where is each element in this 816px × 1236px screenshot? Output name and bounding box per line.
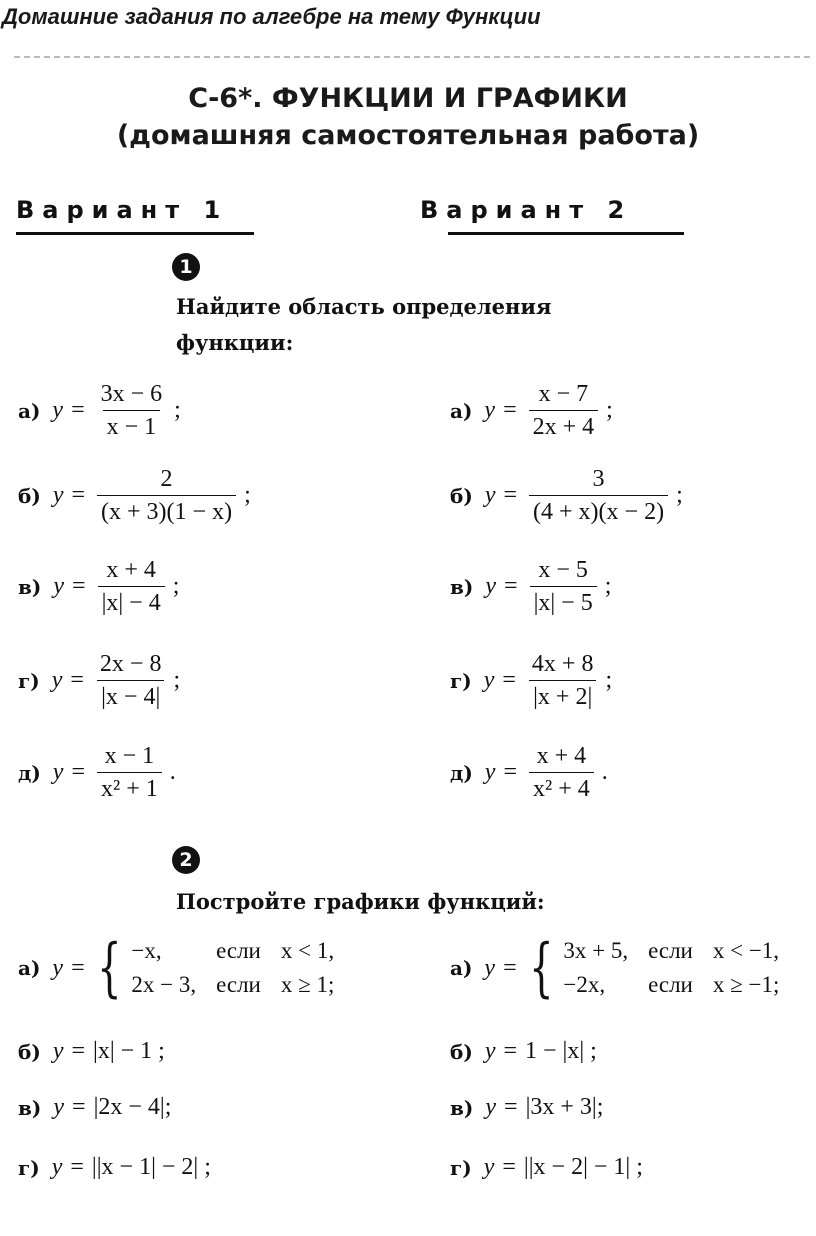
- t2-v2-item-b: [450, 1038, 597, 1065]
- numerator: x + 4: [106, 557, 156, 583]
- denominator: 2x + 4: [529, 410, 599, 441]
- equals-sign: =: [71, 397, 85, 423]
- punctuation: ;: [605, 667, 613, 693]
- y-symbol: y: [483, 667, 495, 693]
- punctuation: .: [601, 759, 608, 785]
- task-1-text-line1: Найдите область определения: [176, 294, 552, 319]
- equals-sign: =: [71, 954, 85, 981]
- denominator: |x − 4|: [97, 680, 164, 711]
- item-label: г): [450, 1155, 472, 1180]
- numerator: x + 4: [536, 743, 587, 769]
- sheet-title-line1: С-6*. ФУНКЦИИ И ГРАФИКИ: [188, 83, 628, 114]
- item-label: в): [18, 1095, 42, 1120]
- row1-condition: x < −1,: [712, 938, 780, 963]
- row2-expression: 2x − 3,: [131, 972, 197, 997]
- item-label: г): [18, 668, 40, 693]
- equals-sign: =: [70, 1154, 84, 1180]
- item-label: а): [450, 398, 473, 423]
- punctuation: ;: [174, 397, 181, 423]
- system-rows: [563, 938, 779, 998]
- fraction: [530, 556, 597, 617]
- equals-sign: =: [503, 759, 517, 785]
- y-symbol: y: [52, 1038, 64, 1064]
- sheet-title-line2: (домашняя самостоятельная работа): [116, 120, 700, 151]
- page-header: Домашние задания по алгебре на тему Функции: [2, 4, 541, 29]
- numerator: 3: [592, 466, 605, 492]
- equals-sign: =: [70, 667, 84, 693]
- expression: ||x − 2| − 1| ;: [523, 1154, 643, 1180]
- item-label: д): [18, 760, 41, 785]
- y-symbol: y: [51, 1154, 63, 1180]
- equals-sign: =: [504, 573, 518, 599]
- variant-2-heading: Вариант 2: [420, 196, 633, 224]
- numerator: 3x − 6: [100, 381, 163, 407]
- expression: 1 − |x| ;: [525, 1038, 597, 1064]
- y-symbol: y: [53, 1094, 65, 1120]
- fraction: [97, 380, 167, 441]
- piecewise-system: [525, 931, 780, 1005]
- equals-sign: =: [71, 1038, 86, 1064]
- equals-sign: =: [502, 667, 516, 693]
- fraction: [529, 380, 599, 441]
- equals-sign: =: [72, 573, 86, 599]
- row1-word: если: [648, 938, 693, 963]
- y-symbol: y: [53, 573, 65, 599]
- row2-expression: −2x,: [563, 972, 606, 997]
- y-symbol: y: [52, 397, 64, 423]
- denominator: (4 + x)(x − 2): [529, 495, 668, 526]
- row2-word: если: [648, 972, 693, 997]
- task-1-text-line2: функции:: [176, 330, 294, 355]
- fraction: [96, 650, 166, 711]
- equals-sign: =: [503, 482, 518, 508]
- t1-v1-item-d: [18, 650, 180, 711]
- row1-word: если: [216, 938, 261, 963]
- item-label: в): [18, 574, 42, 599]
- equals-sign: =: [504, 1094, 518, 1120]
- t1-v1-item-a: [18, 380, 181, 441]
- y-symbol: y: [484, 482, 496, 508]
- y-symbol: y: [52, 759, 64, 785]
- numerator: x − 7: [538, 381, 589, 407]
- expression: |x| − 1 ;: [93, 1038, 165, 1064]
- t2-v1-item-b: [18, 1038, 165, 1065]
- item-label: б): [18, 1039, 41, 1064]
- header-divider: [14, 56, 810, 58]
- numerator: x − 5: [538, 557, 588, 583]
- punctuation: ;: [244, 482, 251, 508]
- row1-expression: 3x + 5,: [563, 938, 629, 963]
- fraction: [98, 556, 165, 617]
- t1-v2-item-a: [450, 380, 613, 441]
- y-symbol: y: [52, 482, 64, 508]
- t1-v2-item-d: [450, 650, 612, 711]
- t2-v1-item-d: [18, 1154, 211, 1181]
- t2-v2-item-a: [450, 931, 780, 1005]
- row2-word: если: [216, 972, 261, 997]
- piecewise-system: [93, 931, 335, 1005]
- denominator: |x| − 4: [98, 586, 165, 617]
- denominator: |x| − 5: [530, 586, 597, 617]
- y-symbol: y: [485, 573, 497, 599]
- denominator: x − 1: [103, 410, 161, 441]
- fraction: [529, 465, 668, 526]
- item-label: г): [450, 668, 472, 693]
- denominator: x² + 4: [529, 772, 594, 803]
- item-label: а): [18, 398, 41, 423]
- sheet-title: [0, 80, 816, 154]
- t2-v2-item-c: [450, 1094, 603, 1121]
- t1-v2-item-b: [450, 465, 683, 526]
- y-symbol: y: [484, 397, 496, 423]
- item-label: б): [18, 483, 41, 508]
- t1-v1-item-c: [18, 556, 179, 617]
- punctuation: ;: [172, 573, 180, 599]
- row2-condition: x ≥ −1;: [712, 972, 780, 997]
- variant-1-underline: [16, 232, 254, 235]
- item-label: б): [450, 483, 473, 508]
- y-symbol: y: [51, 667, 63, 693]
- equals-sign: =: [503, 397, 517, 423]
- numerator: 2x − 8: [99, 651, 162, 677]
- numerator: 2: [160, 466, 173, 492]
- task-1-number-badge: 1: [172, 253, 200, 281]
- item-label: в): [450, 1095, 474, 1120]
- left-brace: {: [96, 931, 122, 1005]
- row1-expression: −x,: [131, 938, 162, 963]
- t1-v2-item-c: [450, 556, 611, 617]
- expression: |3x + 3|;: [525, 1094, 604, 1120]
- punctuation: ;: [676, 482, 683, 508]
- expression: |2x − 4|;: [93, 1094, 172, 1120]
- left-brace: {: [528, 931, 554, 1005]
- t1-v1-item-e: [18, 742, 176, 803]
- item-label: б): [450, 1039, 473, 1064]
- denominator: x² + 1: [97, 772, 162, 803]
- row1-condition: x < 1,: [280, 938, 335, 963]
- task-2-number-badge: 2: [172, 846, 200, 874]
- punctuation: ;: [173, 667, 181, 693]
- equals-sign: =: [72, 1094, 86, 1120]
- t1-v2-item-e: [450, 742, 608, 803]
- punctuation: ;: [606, 397, 613, 423]
- variant-1-heading: Вариант 1: [16, 196, 229, 224]
- variant-2-underline: [448, 232, 684, 235]
- denominator: |x + 2|: [529, 680, 596, 711]
- equals-sign: =: [71, 759, 85, 785]
- item-label: а): [450, 956, 473, 980]
- equals-sign: =: [71, 482, 86, 508]
- item-label: д): [450, 760, 473, 785]
- item-label: в): [450, 574, 474, 599]
- equals-sign: =: [502, 1154, 516, 1180]
- y-symbol: y: [484, 1038, 496, 1064]
- y-symbol: y: [484, 759, 496, 785]
- equals-sign: =: [503, 1038, 518, 1064]
- item-label: а): [18, 956, 41, 980]
- fraction: [529, 742, 594, 803]
- fraction: [97, 465, 236, 526]
- y-symbol: y: [484, 954, 496, 981]
- numerator: x − 1: [104, 743, 155, 769]
- row2-condition: x ≥ 1;: [280, 972, 335, 997]
- numerator: 4x + 8: [531, 651, 594, 677]
- t1-v1-item-b: [18, 465, 251, 526]
- task-1-instructions: [176, 289, 551, 361]
- equals-sign: =: [503, 954, 517, 981]
- t2-v2-item-d: [450, 1154, 643, 1181]
- punctuation: ;: [604, 573, 612, 599]
- punctuation: .: [169, 759, 176, 785]
- expression: ||x − 1| − 2| ;: [91, 1154, 211, 1180]
- task-2-instructions: Постройте графики функций:: [176, 889, 545, 914]
- system-rows: [131, 938, 334, 998]
- y-symbol: y: [52, 954, 64, 981]
- item-label: г): [18, 1155, 40, 1180]
- denominator: (x + 3)(1 − x): [97, 495, 236, 526]
- t2-v1-item-c: [18, 1094, 171, 1121]
- y-symbol: y: [485, 1094, 497, 1120]
- t2-v1-item-a: [18, 931, 335, 1005]
- y-symbol: y: [483, 1154, 495, 1180]
- fraction: [97, 742, 162, 803]
- fraction: [528, 650, 598, 711]
